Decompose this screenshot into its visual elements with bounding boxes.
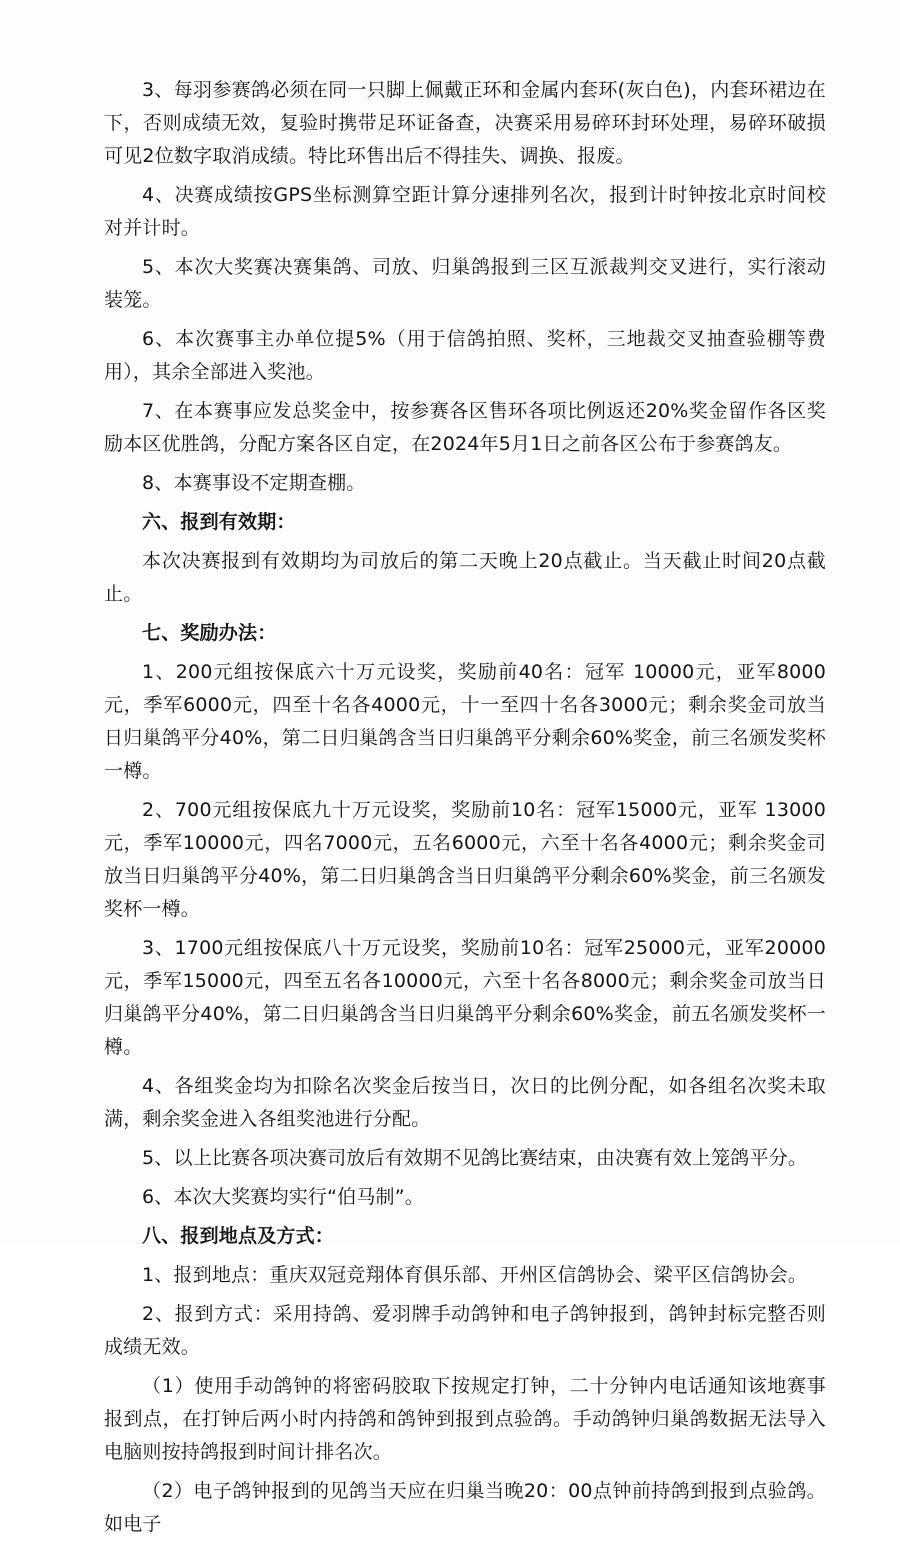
rule-6-paragraph: 6、本次赛事主办单位提5%（用于信鸽拍照、奖杯，三地裁交叉抽查验棚等费用），其余全部进入奖池。 [104,328,826,383]
rule-7-paragraph: 7、在本赛事应发总奖金中，按参赛各区售环各项比例返还20%奖金留作各区奖励本区优胜鸽，分配方案各区自定，在2024年5月1日之前各区公布于参赛鸽友。 [104,400,826,455]
award-2-paragraph: 2、700元组按保底九十万元设奖，奖励前10名：冠军15000元，亚军 13000元，季军10000元，四名7000元，五名6000元，六至十名各4000元；剩余奖金司放当日归巢鸽平分40%，第二日归巢鸽含当日归巢鸽平分剩余60%奖金，前三名颁发奖杯一樽。 [104,799,826,920]
section-6-body: 本次决赛报到有效期均为司放后的第二天晚上20点截止。当天截止时间20点截止。 [104,550,826,605]
report-1-paragraph: 1、报到地点：重庆双冠竞翔体育俱乐部、开州区信鸽协会、梁平区信鸽协会。 [142,1264,808,1286]
award-5-paragraph: 5、以上比赛各项决赛司放后有效期不见鸽比赛结束，由决赛有效上笼鸽平分。 [142,1147,808,1169]
award-4-paragraph: 4、各组奖金均为扣除名次奖金后按当日，次日的比例分配，如各组名次奖未取满，剩余奖金进入各组奖池进行分配。 [104,1075,826,1130]
report-2-paragraph: 2、报到方式：采用持鸽、爱羽牌手动鸽钟和电子鸽钟报到，鸽钟封标完整否则成绩无效。 [104,1303,826,1358]
document-body [104,74,826,1547]
award-1-paragraph: 1、200元组按保底六十万元设奖，奖励前40名：冠军 10000元，亚军8000元，季军6000元，四至十名各4000元，十一至四十名各3000元；剩余奖金司放当日归巢鸽平分40%，第二日归巢鸽含当日归巢鸽平分剩余60%奖金，前三名颁发奖杯一樽。 [104,661,826,782]
award-3-paragraph: 3、1700元组按保底八十万元设奖，奖励前10名：冠军25000元，亚军20000元，季军15000元，四至五名各10000元，六至十名各8000元；剩余奖金司放当日归巢鸽平分40%，第二日归巢鸽含当日归巢鸽平分剩余60%奖金，前五名颁发奖杯一樽。 [104,937,826,1058]
section-6-heading: 六、报到有效期： [142,511,296,533]
rule-5-paragraph: 5、本次大奖赛决赛集鸽、司放、归巢鸽报到三区互派裁判交叉进行，实行滚动装笼。 [104,256,826,311]
award-6-paragraph: 6、本次大奖赛均实行“伯马制”。 [142,1186,424,1208]
report-2-1-paragraph: （1）使用手动鸽钟的将密码胶取下按规定打钟，二十分钟内电话通知该地赛事报到点，在打钟后两小时内持鸽和鸽钟到报到点验鸽。手动鸽钟归巢鸽数据无法导入电脑则按持鸽报到时间计排名次。 [104,1375,826,1463]
rule-4-paragraph: 4、决赛成绩按GPS坐标测算空距计算分速排列名次，报到计时钟按北京时间校对并计时。 [104,184,826,239]
section-8-heading: 八、报到地点及方式： [142,1225,335,1247]
section-7-heading: 七、奖励办法： [142,622,277,644]
report-2-2-paragraph: （2）电子鸽钟报到的见鸽当天应在归巢当晚20：00点钟前持鸽到报到点验鸽。如电子 [104,1480,826,1535]
rule-3-paragraph: 3、每羽参赛鸽必须在同一只脚上佩戴正环和金属内套环(灰白色)，内套环裙边在下，否则成绩无效，复验时携带足环证备查，决赛采用易碎环封环处理，易碎环破损可见2位数字取消成绩。特比环售出后不得挂失、调换、报废。 [104,79,826,167]
rule-8-paragraph: 8、本赛事设不定期查棚。 [142,472,366,494]
